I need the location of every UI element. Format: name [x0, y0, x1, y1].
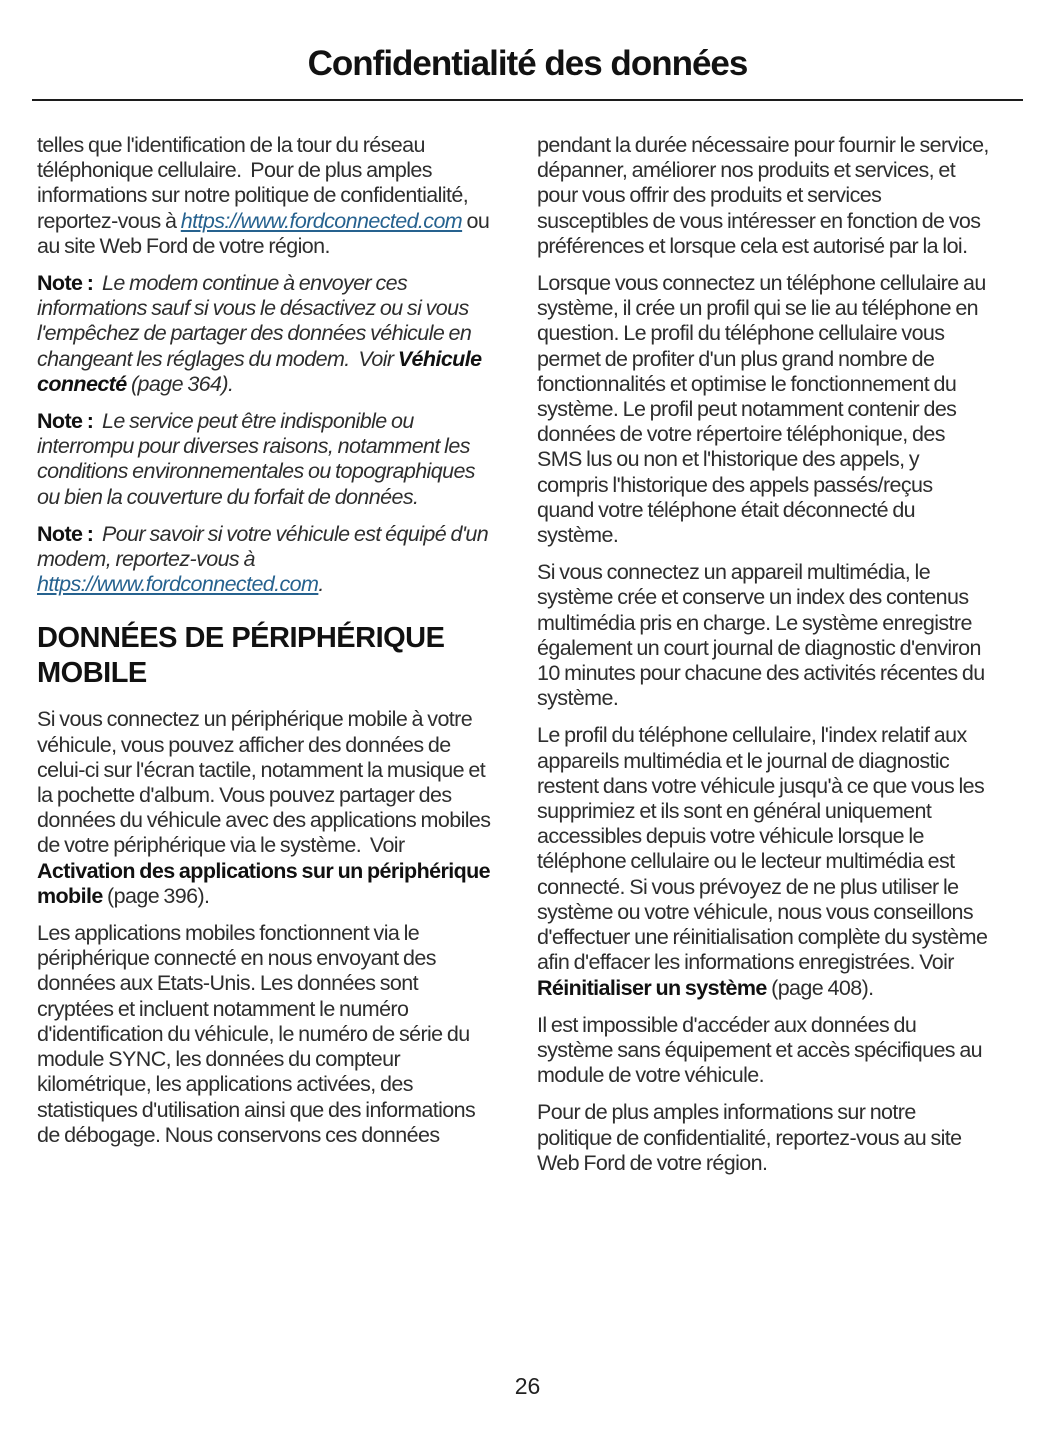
note-paragraph: [37, 409, 492, 510]
body-paragraph: [537, 560, 992, 711]
body-paragraph: [37, 921, 492, 1148]
text-run: .: [318, 572, 324, 597]
text-run: pendant la durée nécessaire pour fournir le service, dépanner, améliorer nos produits et services, et pour vous offrir des produits et services susceptibles de vous intéresser en fonction de vos préférences et lorsque cela est autorisé par la loi.: [537, 133, 989, 258]
text-run: (page 408).: [766, 975, 874, 1000]
text-run: Lorsque vous connectez un téléphone cellulaire au système, il crée un profil qui se lie au téléphone en question. Le profil du téléphone cellulaire vous permet de profiter d'un plus grand nombre de fonctionnalités et optimise le fonctionnement du système. Le profil peut notamment contenir des données de votre répertoire téléphonique, des SMS lus ou non et l'historique des appels, y compris l'historique des appels passés/reçus quand votre téléphone était déconnecté du système.: [537, 271, 986, 548]
text-run: ou au site Web Ford de votre région.: [37, 208, 490, 258]
text-run: Le service peut être indisponible ou interrompu pour diverses raisons, notamment les conditions environnementales ou topographiques ou bien la couverture du forfait de données.: [37, 409, 475, 509]
text-run: telles que l'identification de la tour du réseau téléphonique cellulaire. Pour de plus amples informations sur notre politique de confidentialité, reportez-vous à: [37, 133, 469, 233]
text-run: (page 364).: [126, 371, 234, 396]
body-paragraph: [37, 707, 492, 909]
text-run: Note :: [37, 409, 94, 434]
fordconnected-link[interactable]: https://www.fordconnected.com: [180, 208, 463, 233]
section-heading: DONNÉES DE PÉRIPHÉRIQUE MOBILE: [37, 622, 445, 690]
text-run: Si vous connectez un appareil multimédia, le système crée et conserve un index des contenus multimédia pris en charge. Le système enregistre également un court journal de diagnostic d'environ 10 minutes pour chacune des activités récentes du système.: [537, 560, 985, 711]
note-paragraph: [37, 522, 492, 598]
text-run: Activation des applications sur un périphérique mobile: [37, 858, 491, 908]
text-run: Les applications mobiles fonctionnent via le périphérique connecté en nous envoyant des données aux Etats-Unis. Les données sont cryptées et incluent notamment le numéro d'identification du véhicule, le numéro de série du module SYNC, les données du compteur kilométrique, les applications activées, des statistiques d'utilisation ainsi que des informations de débogage. Nous conservons ces données: [37, 921, 476, 1147]
page-number: 26: [514, 1373, 541, 1399]
right-column: [537, 133, 992, 1188]
text-run: Si vous connectez un périphérique mobile à votre véhicule, vous pouvez afficher des données de celui-ci sur l'écran tactile, notamment la musique et la pochette d'album. Vous pouvez partager des données du véhicule avec des applications mobiles de votre périphérique via le système. Voir: [37, 707, 491, 858]
body-paragraph: [537, 1013, 992, 1089]
body-paragraph: [537, 723, 992, 1000]
text-run: Réinitialiser un système: [537, 975, 767, 1000]
note-paragraph: [37, 271, 492, 397]
body-paragraph: [537, 1100, 992, 1176]
text-run: Note :: [37, 271, 94, 296]
two-column-layout: [0, 101, 1055, 1188]
page-title: Confidentialité des données: [307, 44, 748, 83]
body-paragraph: [37, 133, 492, 259]
fordconnected-link[interactable]: https://www.fordconnected.com: [37, 572, 319, 597]
text-run: Note :: [37, 521, 94, 546]
text-run: Véhicule connecté: [37, 346, 482, 396]
text-run: Le profil du téléphone cellulaire, l'index relatif aux appareils multimédia et le journal de diagnostic restent dans votre véhicule jusqu'à ce que vous les supprimiez et ils sont en général uniquement accessibles depuis votre véhicule lorsque le téléphone cellulaire ou le lecteur multimédia est connecté. Si vous prévoyez de ne plus utiliser le système ou votre véhicule, nous vous conseillons d'effectuer une réinitialisation complète du système afin d'effacer les informations enregistrées. Voir: [537, 723, 988, 975]
text-run: Pour de plus amples informations sur notre politique de confidentialité, reportez-vous au site Web Ford de votre région.: [537, 1100, 962, 1175]
body-paragraph: [537, 133, 992, 259]
text-run: (page 396).: [102, 883, 210, 908]
text-run: Le modem continue à envoyer ces informations sauf si vous le désactivez ou si vous l'empêchez de partager des données véhicule en changeant les réglages du modem. Voir: [37, 271, 472, 371]
body-paragraph: [537, 271, 992, 548]
text-run: Pour savoir si votre véhicule est équipé d'un modem, reportez-vous à: [37, 521, 489, 572]
text-run: Il est impossible d'accéder aux données du système sans équipement et accès spécifiques au module de votre véhicule.: [537, 1012, 983, 1088]
left-column: [37, 133, 492, 1188]
page-header: [0, 0, 1055, 101]
